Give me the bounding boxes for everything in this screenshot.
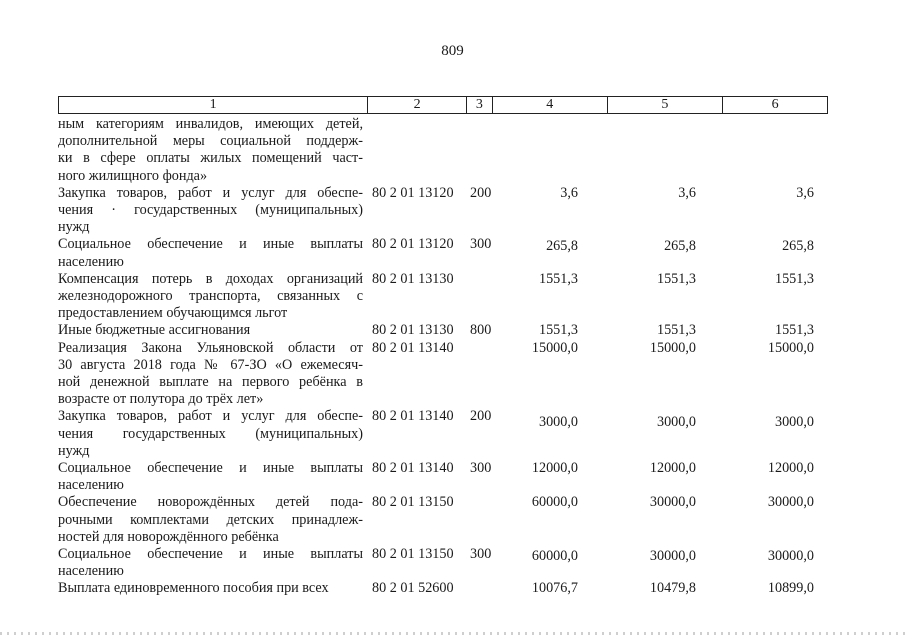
header-col-6: 6	[771, 97, 779, 112]
row-description-line: 30 августа 2018 года № 67-ЗО «О ежемесяч-	[58, 356, 363, 373]
budget-code: 80 2 01 13150	[372, 494, 454, 511]
value-col-5: 30000,0	[649, 494, 696, 511]
expense-type-code: 200	[470, 184, 492, 201]
row-description	[58, 494, 363, 546]
row-description-line: Закупка товаров, работ и услуг для обеспе-	[58, 408, 363, 425]
row-description-line: Социальное обеспечение и иные выплаты	[58, 546, 363, 563]
value-col-6: 265,8	[782, 238, 814, 255]
value-col-6: 10899,0	[767, 580, 814, 597]
table-row	[58, 185, 838, 237]
value-col-6: 3000,0	[774, 414, 814, 431]
value-col-4: 1551,3	[538, 270, 578, 287]
table-row	[58, 546, 838, 580]
row-description-line: ностей для новорождённого ребёнка	[58, 528, 279, 545]
row-description-line: железнодорожного транспорта, связанных с	[58, 288, 363, 305]
table-row	[58, 460, 838, 494]
value-col-5: 30000,0	[649, 548, 696, 565]
value-col-4: 60000,0	[531, 494, 578, 511]
row-description-line: нужд	[58, 219, 90, 236]
value-col-4: 15000,0	[531, 339, 578, 356]
expense-type-code: 300	[470, 546, 492, 563]
row-description	[58, 580, 363, 597]
value-col-6: 30000,0	[767, 548, 814, 565]
table-row	[58, 116, 838, 185]
row-description	[58, 546, 363, 580]
header-col-4: 4	[493, 97, 608, 113]
row-description	[58, 322, 363, 339]
expense-type-code: 300	[470, 460, 492, 477]
budget-code: 80 2 01 13130	[372, 322, 454, 339]
table-row	[58, 580, 838, 597]
value-col-4: 60000,0	[531, 548, 578, 565]
table-row	[58, 340, 838, 409]
value-col-4: 10076,7	[531, 580, 578, 597]
header-col-2: 2	[368, 97, 467, 113]
value-col-6: 30000,0	[767, 494, 814, 511]
row-description-line: дополнительной меры социальной поддерж-	[58, 133, 363, 150]
value-col-4: 265,8	[546, 238, 578, 255]
row-description-line: Социальное обеспечение и иные выплаты	[58, 236, 363, 253]
expense-type-code: 800	[470, 322, 492, 339]
value-col-5: 10479,8	[649, 580, 696, 597]
budget-code: 80 2 01 52600	[372, 580, 454, 597]
value-col-6: 12000,0	[767, 460, 814, 477]
row-description-line: Выплата единовременного пособия при всех	[58, 580, 329, 597]
row-description-line: Социальное обеспечение и иные выплаты	[58, 460, 363, 477]
value-col-6: 1551,3	[774, 270, 814, 287]
row-description-line: ной денежной выплате на первого ребёнка в	[58, 374, 363, 391]
budget-code: 80 2 01 13150	[372, 546, 454, 563]
table-header-row	[58, 96, 828, 114]
value-col-5: 1551,3	[656, 322, 696, 339]
value-col-5: 15000,0	[649, 339, 696, 356]
value-col-4: 3,6	[560, 184, 578, 201]
budget-code: 80 2 01 13130	[372, 270, 454, 287]
value-col-5: 3000,0	[656, 414, 696, 431]
row-description-line: Обеспечение новорождённых детей пода-	[58, 494, 363, 511]
row-description-line: населению	[58, 563, 124, 580]
value-col-5: 12000,0	[649, 460, 696, 477]
expense-type-code: 200	[470, 408, 492, 425]
budget-code: 80 2 01 13140	[372, 408, 454, 425]
row-description-line: Закупка товаров, работ и услуг для обеспе-	[58, 184, 363, 201]
row-description	[58, 408, 363, 460]
value-col-4: 1551,3	[538, 322, 578, 339]
table-row	[58, 322, 838, 339]
row-description	[58, 340, 363, 409]
value-col-5: 265,8	[664, 238, 696, 255]
table-row	[58, 494, 838, 546]
page-number: 809	[441, 43, 464, 59]
header-col-3: 3	[467, 97, 493, 113]
value-col-6: 3,6	[796, 184, 814, 201]
budget-code: 80 2 01 13140	[372, 460, 454, 477]
header-col-1: 1	[59, 97, 368, 113]
value-col-4: 3000,0	[538, 414, 578, 431]
row-description-line: возрасте от полутора до трёх лет»	[58, 391, 264, 408]
value-col-6: 15000,0	[767, 339, 814, 356]
row-description-line: Иные бюджетные ассигнования	[58, 322, 251, 339]
row-description	[58, 271, 363, 323]
budget-code: 80 2 01 13140	[372, 339, 454, 356]
row-description-line: населению	[58, 477, 124, 494]
row-description-line: нужд	[58, 442, 90, 459]
row-description-line: Компенсация потерь в доходах организаций	[58, 270, 363, 287]
table-row	[58, 271, 838, 323]
row-description-line: населению	[58, 253, 124, 270]
table-row	[58, 408, 838, 460]
row-description-line: Реализация Закона Ульяновской области от	[58, 339, 363, 356]
row-description-line: предоставлением обучающимся льгот	[58, 305, 288, 322]
row-description	[58, 185, 363, 237]
row-description-line: ного жилищного фонда»	[58, 167, 208, 184]
row-description	[58, 236, 363, 270]
row-description	[58, 116, 363, 185]
row-description	[58, 460, 363, 494]
row-description-line: чения государственных (муниципальных)	[58, 425, 363, 442]
row-description-line: чения · государственных (муниципальных)	[58, 202, 363, 219]
budget-code: 80 2 01 13120	[372, 236, 454, 253]
value-col-4: 12000,0	[531, 460, 578, 477]
table-body	[58, 116, 838, 598]
value-col-5: 3,6	[678, 184, 696, 201]
value-col-6: 1551,3	[774, 322, 814, 339]
row-description-line: ным категориям инвалидов, имеющих детей,	[58, 116, 363, 132]
row-description-line: рочными комплектами детских принадлеж-	[58, 511, 363, 528]
expense-type-code: 300	[470, 236, 492, 253]
header-col-5: 5	[608, 97, 724, 113]
scan-edge-artifact	[0, 632, 905, 635]
budget-code: 80 2 01 13120	[372, 184, 454, 201]
value-col-5: 1551,3	[656, 270, 696, 287]
table-row	[58, 236, 838, 270]
row-description-line: ки в сфере оплаты жилых помещений част-	[58, 150, 363, 167]
